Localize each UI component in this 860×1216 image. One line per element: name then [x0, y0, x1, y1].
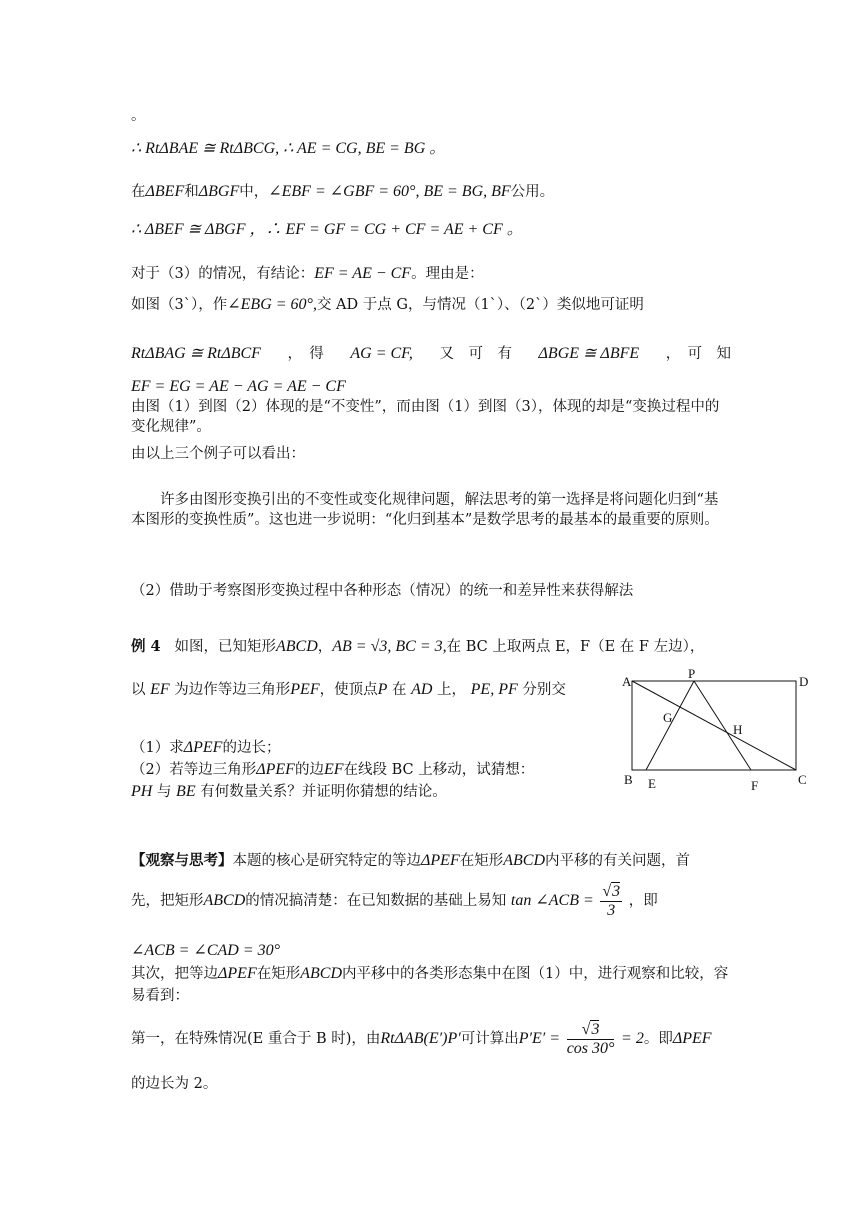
text: 和 — [184, 184, 199, 200]
text: 与 — [156, 784, 172, 800]
text: ， 得 — [287, 346, 324, 362]
line-5 — [131, 295, 644, 315]
math: ΔBEF — [145, 183, 185, 200]
text: ， — [317, 639, 333, 655]
text: 的情况搞清楚：在已知数据的基础上易知 — [245, 893, 507, 909]
label-f: F — [751, 778, 759, 793]
text: ，即 — [628, 893, 658, 909]
example-4-line-2 — [131, 680, 566, 700]
denominator: cos 30° — [566, 1040, 615, 1057]
text: 公用。 — [510, 184, 555, 200]
observe-line-2 — [131, 882, 658, 920]
sqrt-sign: √ — [602, 883, 612, 900]
observe-line-4 — [131, 963, 731, 1007]
text: 其次，把等边 — [131, 966, 218, 982]
math: RtΔBAG ≅ RtΔBCF — [131, 345, 261, 362]
math: ABCD — [503, 852, 545, 869]
text: ， 可 知 — [665, 346, 731, 362]
rectangle-figure — [618, 666, 818, 796]
math: = 2 — [621, 1030, 644, 1047]
line-4 — [131, 264, 484, 284]
math: PEF — [290, 681, 320, 698]
math: AG = CF, — [350, 345, 413, 362]
math: ΔPEF — [421, 852, 460, 869]
line-8: 由图（1）到图（2）体现的是“不变性”，而由图（1）到图（3），体现的却是“变换过程中的变化规律”。 — [131, 399, 720, 435]
math: ∠EBF = ∠GBF = 60°, BE = BG, BF — [268, 183, 511, 200]
text: 如图（3`），作 — [131, 297, 228, 313]
paragraph-summary: 许多由图形变换引出的不变性或变化规律问题，解法思考的第一选择是将问题化归到“基本图形的变换性质”。这也进一步说明：“化归到基本”是数学思考的最基本的最重要的原则。 — [131, 492, 719, 528]
label-a: A — [622, 674, 632, 689]
math: EF = AE − CF — [314, 265, 412, 282]
text: 在 BC 上取两点 E，F（E 在 F 左边）， — [446, 639, 705, 655]
text: 可计算出 — [460, 1031, 519, 1047]
text: 内平移中的各类形态集中在图（1）中，进行观察和比较，容易看到： — [131, 966, 729, 1004]
math: ∠EBG = 60°, — [227, 296, 317, 313]
math: PH — [131, 783, 153, 800]
text: 以 — [131, 682, 146, 698]
text: 第一，在特殊情况(E 重合于 B 时)，由 — [131, 1031, 381, 1047]
label-h: H — [733, 722, 743, 737]
observe-line-1 — [131, 851, 690, 871]
text: 的边长； — [222, 740, 281, 756]
line-6 — [131, 344, 731, 364]
line-1: ∴ RtΔBAE ≅ RtΔBCG, ∴ AE = CG, BE = BG 。 — [131, 140, 446, 157]
example-label: 例 4 — [131, 638, 161, 655]
label-d: D — [799, 674, 809, 689]
observe-line-6: 的边长为 2。 — [131, 1076, 218, 1092]
text: 。即 — [643, 1031, 673, 1047]
text: 内平移的有关问题，首 — [545, 853, 690, 869]
math: ABCD — [275, 638, 318, 655]
math: EF — [323, 761, 344, 778]
question-2-cont — [131, 782, 447, 802]
denominator: 3 — [607, 902, 616, 919]
math: EF — [150, 681, 170, 698]
text: 中， — [239, 184, 269, 200]
question-2 — [131, 760, 534, 780]
line-11: （2）借助于考察图形变换过程中各种形态（情况）的统一和差异性来获得解法 — [131, 583, 634, 599]
text: 先，把矩形 — [131, 893, 204, 909]
math: ABCD — [300, 965, 342, 982]
math: tan ∠ACB = — [510, 892, 594, 909]
observe-label: 【观察与思考】 — [131, 852, 233, 869]
text: 本题的核心是研究特定的等边 — [232, 853, 421, 869]
text: 在矩形 — [459, 853, 504, 869]
text: 为边作等边三角形 — [174, 682, 291, 698]
label-c: C — [798, 772, 807, 787]
text: 对于（3）的情况，有结论： — [131, 266, 315, 282]
fraction — [567, 1020, 615, 1058]
label-g: G — [663, 710, 673, 725]
math: BE — [176, 783, 196, 800]
radicand: 3 — [612, 883, 621, 900]
radicand: 3 — [591, 1021, 600, 1038]
math: RtΔAB(E′)P′ — [380, 1030, 461, 1047]
math: ΔPEF — [183, 739, 223, 756]
text: 分别交 — [522, 682, 566, 698]
text: 的边 — [294, 762, 324, 778]
text: 在 — [391, 682, 407, 698]
text: （2）若等边三角形 — [131, 762, 257, 778]
text: （1）求 — [131, 740, 184, 756]
math: P — [377, 681, 388, 698]
observe-line-5 — [131, 1020, 712, 1058]
math: P′E′ = — [518, 1030, 561, 1047]
line-7: EF = EG = AE − AG = AE − CF — [131, 378, 346, 395]
text: 在线段 BC 上移动，试猜想： — [343, 762, 535, 778]
math: ΔBGF — [198, 183, 240, 200]
label-b: B — [624, 772, 633, 787]
text: 有何数量关系？并证明你猜想的结论。 — [200, 784, 447, 800]
text: 交 AD 于点 G，与情况（1`）、（2`）类似地可证明 — [316, 297, 644, 313]
fraction — [600, 882, 622, 920]
line-0: 。 — [131, 108, 146, 124]
math: AB = √3, BC = 3, — [332, 638, 447, 655]
label-e: E — [648, 776, 656, 791]
text: 又 可 有 — [439, 346, 512, 362]
sqrt-sign: √ — [581, 1021, 591, 1038]
text: 。理由是： — [411, 266, 484, 282]
math: AD — [411, 681, 433, 698]
text: ，使顶点 — [319, 682, 378, 698]
math: ΔPEF — [256, 761, 295, 778]
segment-pf — [694, 681, 751, 770]
segment-pe — [646, 681, 694, 770]
math: ABCD — [203, 892, 246, 909]
math: PE, PF — [470, 681, 518, 698]
math: ΔBGE ≅ ΔBFE — [538, 345, 640, 362]
text: 在 — [131, 184, 146, 200]
text: 上， — [437, 682, 467, 698]
line-2 — [131, 182, 554, 202]
math: ΔPEF — [672, 1030, 712, 1047]
text: 如图，已知矩形 — [174, 639, 276, 655]
example-4-line-1 — [131, 637, 704, 657]
observe-line-3: ∠ACB = ∠CAD = 30° — [131, 942, 281, 959]
text: 在矩形 — [256, 966, 301, 982]
diagonal-ac — [632, 681, 796, 770]
label-p: P — [688, 666, 696, 681]
math: ΔPEF — [218, 965, 257, 982]
line-9: 由以上三个例子可以看出： — [131, 446, 305, 462]
line-3: ∴ ΔBEF ≅ ΔBGF ，∴ EF = GF = CG + CF = AE + CF 。 — [131, 221, 523, 238]
question-1 — [131, 738, 280, 758]
